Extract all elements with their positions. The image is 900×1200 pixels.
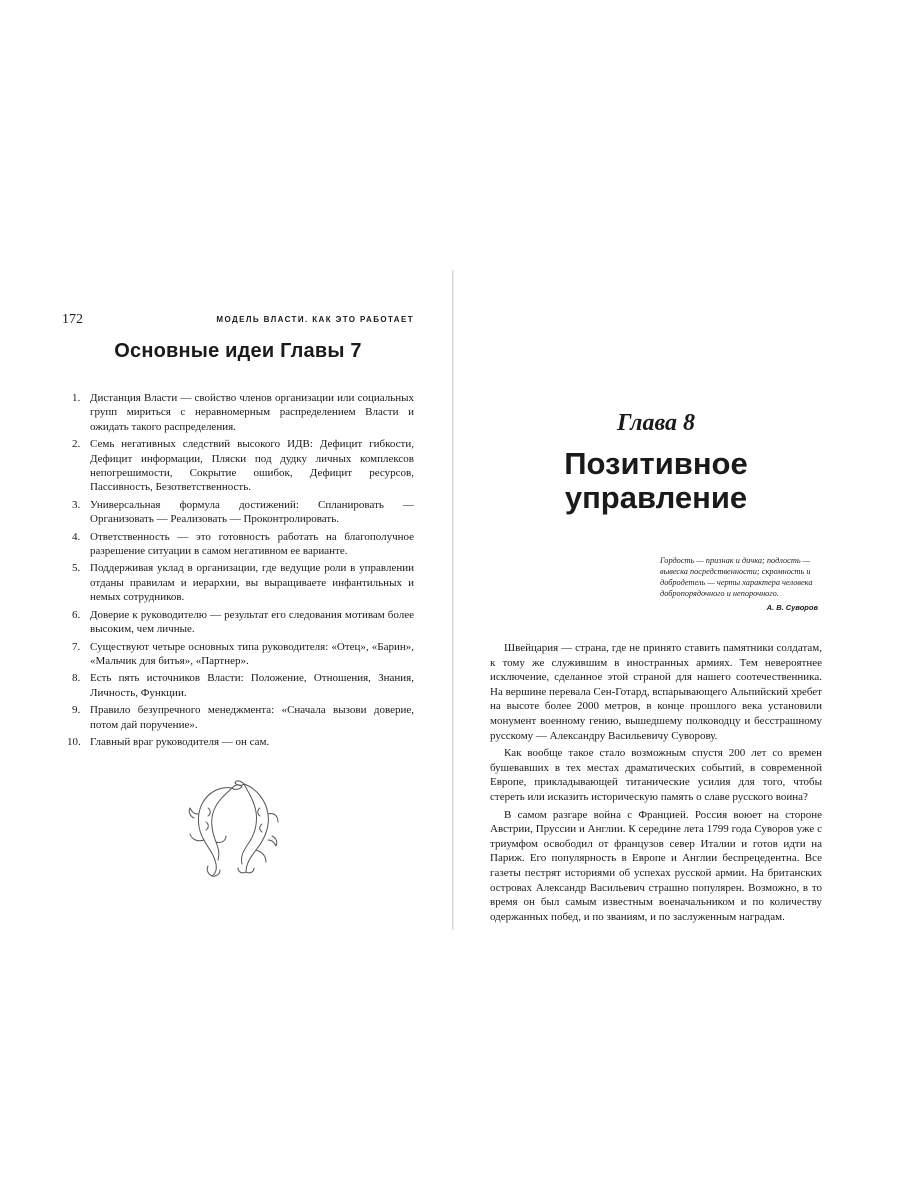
idea-item	[62, 391, 414, 434]
idea-item	[62, 703, 414, 732]
idea-text: Поддерживая уклад в организации, где ведущие роли в управлении отданы правилам и иерархии, вы выращиваете инфантильных и немых сотрудников.	[90, 562, 414, 604]
chapter-label: Глава 8	[616, 410, 696, 436]
idea-text: Универсальная формула достижений: Спланировать — Организовать — Реализовать — Проконтролировать.	[90, 498, 414, 526]
body-paragraph: Как вообще такое стало возможным спустя 200 лет со времен бушевавших в тех местах драматических событий, в современной Европе, прикладывающей титанические усилия для того, чтобы стереть или исказить историческую память о славе русского воина?	[490, 747, 822, 803]
idea-text: Главный враг руководителя — он сам.	[90, 735, 270, 748]
running-head	[62, 312, 414, 332]
idea-number: 8.	[72, 672, 81, 685]
koi-fish-ornament-icon	[180, 778, 290, 878]
idea-item	[62, 561, 414, 604]
idea-number: 9.	[72, 704, 81, 717]
idea-item	[62, 735, 414, 749]
idea-number: 5.	[72, 562, 81, 575]
chapter-body-text	[490, 641, 822, 924]
idea-text: Доверие к руководителю — результат его следования мотивам более высоким, чем личные.	[90, 608, 414, 636]
idea-number: 7.	[72, 640, 81, 653]
idea-text: Существуют четыре основных типа руководителя: «Отец», «Барин», «Мальчик для битья», «Партнер».	[90, 640, 414, 667]
body-paragraph: Швейцария — страна, где не принято ставить памятники солдатам, к тому же служившим в иностранных армиях. Тем невероятнее исключение, сделанное этой страной для нашего соотечественника. На вершине перевала Сен-Готард, вспарывающего Альпийский хребет на высоте более 2000 метров, в конце прошлого века установили монумент военному гению, вышедшему полководцу и бесстрашному русскому — Александру Васильевичу Суворову.	[490, 642, 822, 742]
idea-item	[62, 640, 414, 669]
idea-item	[62, 437, 414, 495]
running-title: МОДЕЛЬ ВЛАСТИ. КАК ЭТО РАБОТАЕТ	[216, 315, 414, 324]
idea-number: 2.	[72, 438, 81, 451]
right-page	[490, 410, 822, 927]
idea-text: Правило безупречного менеджмента: «Сначала вызови доверие, потом дай поручение».	[90, 704, 414, 731]
chapter-title	[490, 447, 822, 515]
idea-number: 4.	[72, 530, 81, 543]
epigraph-author: А. В. Суворов	[766, 603, 818, 612]
idea-item	[62, 498, 414, 527]
ideas-list	[62, 391, 414, 749]
idea-number: 1.	[72, 392, 81, 404]
idea-number: 6.	[72, 608, 81, 621]
chapter-title-line2: управление	[564, 480, 748, 515]
page-gutter	[452, 270, 454, 930]
idea-text: Семь негативных следствий высокого ИДВ: Дефицит гибкости, Дефицит информации, Пляски под дудку личных комплексов непогрешимости, Сокрытие ошибок, Дефицит ресурсов, Пассивность, Безответственность.	[90, 438, 414, 494]
idea-text: Дистанция Власти — свойство членов организации или социальных групп мириться с неравномерным распределением Власти и ожидать такого распределения.	[90, 392, 414, 433]
idea-text: Ответственность — это готовность работать на благополучное разрешение ситуации в самом негативном ее варианте.	[90, 530, 414, 558]
idea-text: Есть пять источников Власти: Положение, Отношения, Знания, Личность, Функции.	[90, 672, 414, 699]
epigraph	[660, 555, 820, 613]
chapter-title-line1: Позитивное	[564, 446, 748, 481]
left-page	[62, 312, 414, 752]
page-number: 172	[62, 312, 83, 327]
body-paragraph: В самом разгаре война с Францией. Россия воюет на стороне Австрии, Пруссии и Англии. К середине лета 1799 года Суворов уже с триумфом освободил от французов север Италии и готов идти на Париж. Его популярность в Европе и Англии беспрецедентна. Все газеты пестрят историями об успехах русской армии. На британских островах Александр Васильевич страшно популярен. Возможно, в то время он был самым известным военачальником и по количеству одержанных побед, и по званиям, и по заслуженным наградам.	[490, 808, 822, 923]
summary-title: Основные идеи Главы 7	[114, 340, 362, 362]
idea-item	[62, 608, 414, 637]
idea-number: 3.	[72, 498, 81, 511]
epigraph-text: Гордость — признак и дичка; подлость — вывеска посредственности; скромность и добродетель — черты характера человека добропорядочного и непорочного.	[660, 556, 813, 598]
idea-item	[62, 671, 414, 700]
idea-item	[62, 530, 414, 559]
idea-number: 10.	[67, 735, 81, 748]
